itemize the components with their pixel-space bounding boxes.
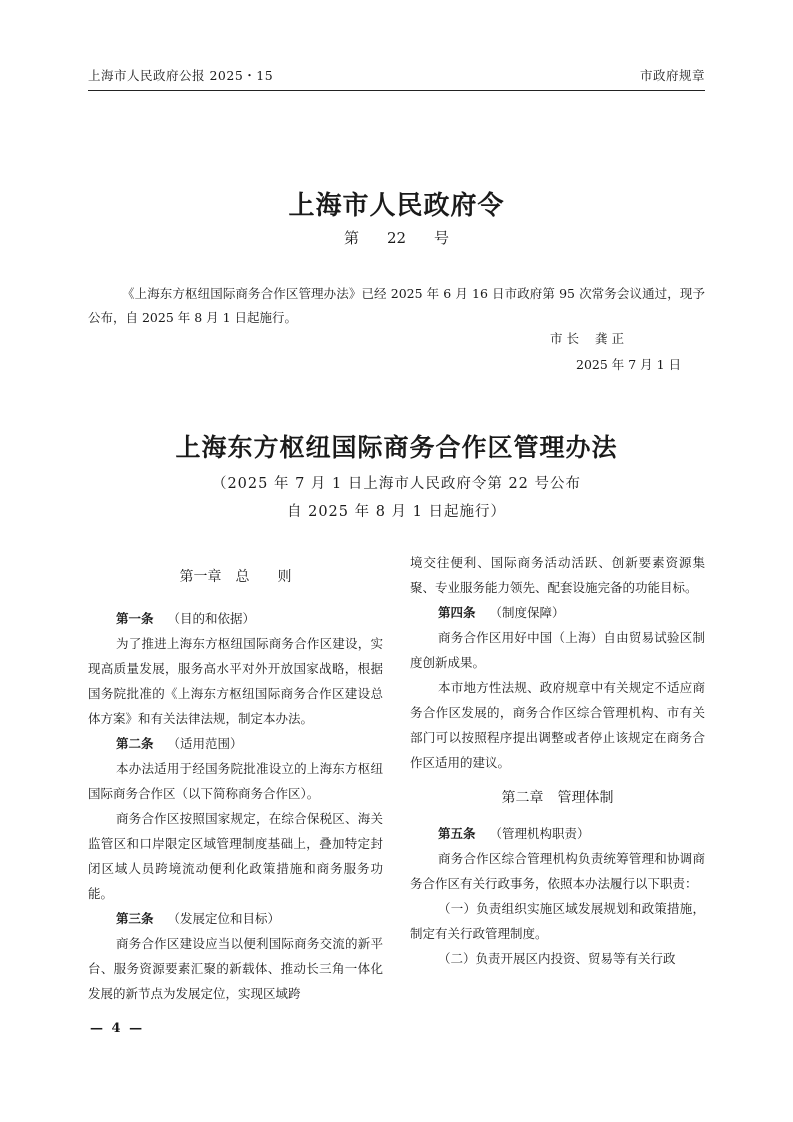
article-topic: （发展定位和目标） — [167, 911, 281, 926]
signer-name: 龚 正 — [594, 331, 624, 346]
list-item: （一）负责组织实施区域发展规划和政策措施，制定有关行政管理制度。 — [410, 901, 705, 941]
order-number-prefix: 第 — [343, 229, 359, 247]
article-number: 第一条 — [116, 611, 154, 626]
law-subtitle-line1: （2025 年 7 月 1 日上海市人民政府令第 22 号公布 — [211, 476, 582, 492]
article-topic: （目的和依据） — [167, 611, 256, 626]
article-paragraph: 为了推进上海东方枢纽国际商务合作区建设，实现高质量发展，服务高水平对外开放国家战略，根据国务院批准的《上海东方枢纽国际商务合作区建设总体方案》和有关法律法规，制定本办法。 — [88, 636, 383, 726]
article-paragraph-continued: 境交往便利、国际商务活动活跃、创新要素资源集聚、专业服务能力领先、配套设施完备的功能目标。 — [410, 555, 705, 595]
header-divider — [88, 90, 705, 91]
article-heading — [88, 906, 383, 931]
header-publication: 上海市人民政府公报 2025・15 — [88, 68, 274, 83]
order-preamble: 《上海东方枢纽国际商务合作区管理办法》已经 2025 年 6 月 16 日市政府第 95 次常务会议通过，现予公布，自 2025 年 8 月 1 日起施行。 — [88, 286, 705, 325]
article-paragraph: 本办法适用于经国务院批准设立的上海东方枢纽国际商务合作区（以下简称商务合作区）。 — [88, 761, 383, 801]
article-number: 第四条 — [438, 605, 476, 620]
article-heading — [88, 606, 383, 631]
order-date: 2025 年 7 月 1 日 — [576, 357, 682, 372]
article-heading — [410, 821, 705, 846]
order-number-suffix: 号 — [434, 229, 450, 247]
article-paragraph: 商务合作区按照国家规定，在综合保税区、海关监管区和口岸限定区域管理制度基础上，叠加特定封闭区域人员跨境流动便利化政策措施和商务服务功能。 — [88, 811, 383, 901]
article-number: 第三条 — [116, 911, 154, 926]
article-topic: （制度保障） — [489, 605, 565, 620]
article-paragraph: 本市地方性法规、政府规章中有关规定不适应商务合作区发展的，商务合作区综合管理机构、市有关部门可以按照程序提出调整或者停止该规定在商务合作区适用的建议。 — [410, 680, 705, 770]
chapter-heading: 第二章 管理体制 — [501, 790, 614, 806]
order-number — [0, 227, 793, 248]
signature — [550, 329, 640, 347]
signer-role: 市 长 — [550, 331, 579, 346]
law-subtitle-line2: 自 2025 年 8 月 1 日起施行） — [286, 504, 506, 520]
order-number-value: 22 — [386, 229, 407, 247]
header-section: 市政府规章 — [639, 68, 705, 83]
article-number: 第五条 — [438, 826, 476, 841]
article-topic: （管理机构职责） — [489, 826, 590, 841]
chapter-heading: 第一章 总 则 — [179, 569, 292, 585]
article-heading — [88, 731, 383, 756]
article-topic: （适用范围） — [167, 736, 243, 751]
article-number: 第二条 — [116, 736, 154, 751]
article-paragraph: 商务合作区建设应当以便利国际商务交流的新平台、服务资源要素汇聚的新载体、推动长三角一体化发展的新节点为发展定位，实现区域跨 — [88, 936, 383, 1001]
left-column — [88, 565, 383, 1006]
article-heading — [410, 600, 705, 625]
order-title: 上海市人民政府令 — [288, 191, 505, 221]
page-number: — 4 — — [90, 1021, 145, 1036]
article-paragraph: 商务合作区用好中国（上海）自由贸易试验区制度创新成果。 — [410, 630, 705, 670]
law-title: 上海东方枢纽国际商务合作区管理办法 — [175, 433, 618, 462]
list-item: （二）负责开展区内投资、贸易等有关行政 — [438, 951, 676, 966]
right-column — [410, 550, 705, 971]
article-paragraph: 商务合作区综合管理机构负责统筹管理和协调商务合作区有关行政事务，依照本办法履行以下职责： — [410, 851, 705, 891]
